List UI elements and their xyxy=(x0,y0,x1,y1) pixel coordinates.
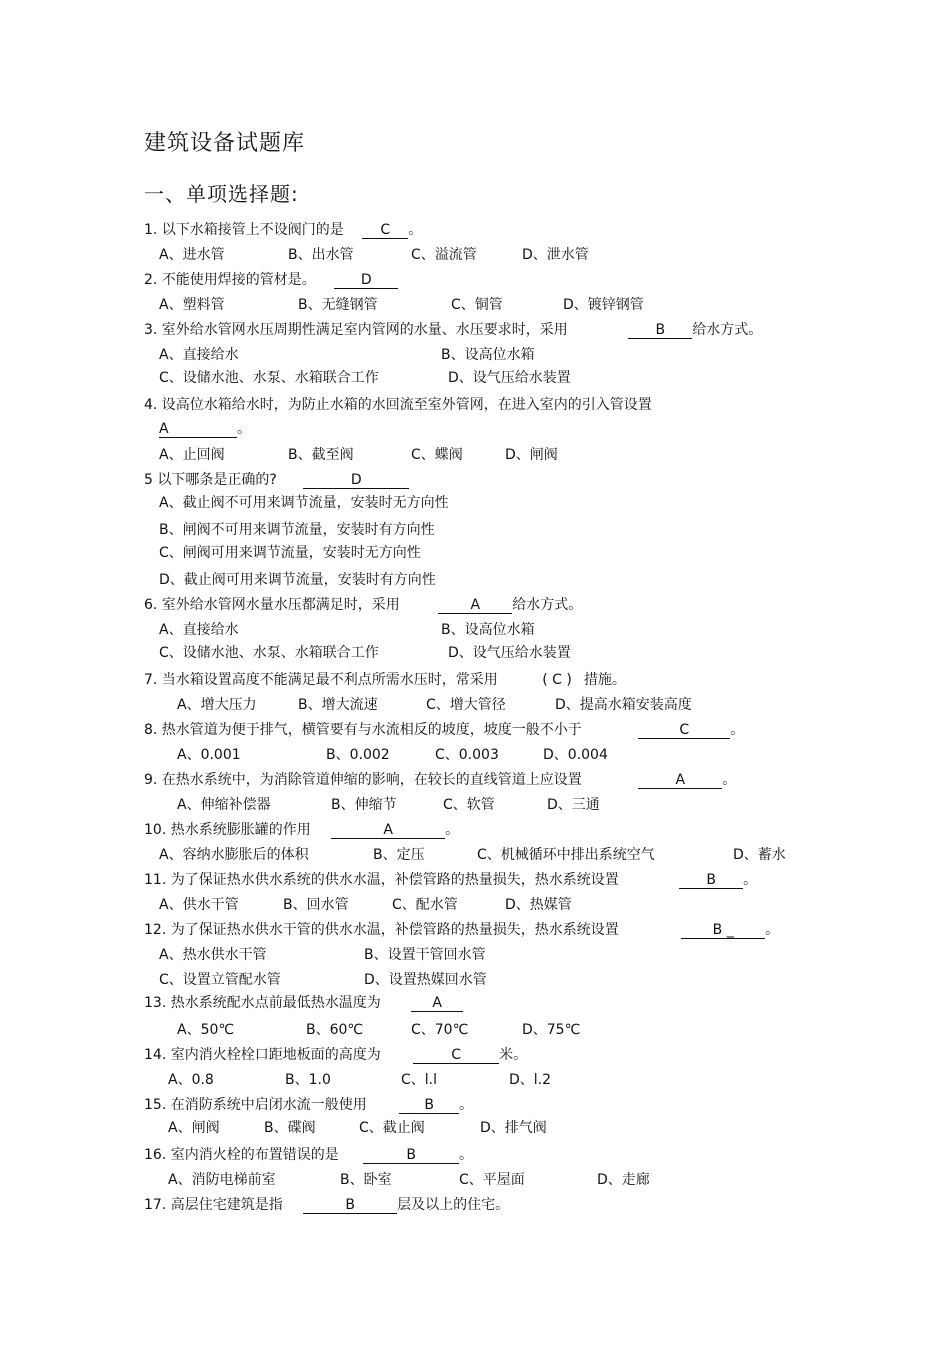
option-b: B、卧室 xyxy=(340,1172,392,1188)
option-b: B、截至阀 xyxy=(288,447,354,463)
option-a: A、0.8 xyxy=(168,1072,214,1088)
option-a: A、直接给水 xyxy=(159,347,239,363)
option-d: D、三通 xyxy=(547,797,600,813)
question-11 xyxy=(144,871,757,889)
option-a: A、供水干管 xyxy=(159,897,239,913)
option-a: A、消防电梯前室 xyxy=(168,1172,276,1188)
option-a: A、直接给水 xyxy=(159,622,239,638)
question-stem: 2. 不能使用焊接的管材是。 xyxy=(144,272,316,288)
option-c: C、铜管 xyxy=(451,297,503,313)
question-stem: 16. 室内消火栓的布置错误的是 xyxy=(144,1147,339,1163)
option-c: C、平屋面 xyxy=(459,1172,525,1188)
option-b: B、60℃ xyxy=(306,1022,364,1038)
question-4 xyxy=(144,396,652,414)
question-stem: 10. 热水系统膨胀罐的作用 xyxy=(144,822,311,838)
question-stem: 14. 室内消火栓栓口距地板面的高度为 xyxy=(144,1047,381,1063)
answer-blank: C xyxy=(638,723,730,739)
answer-blank: B xyxy=(628,323,692,339)
question-17 xyxy=(144,1196,509,1214)
section-heading: 一、单项选择题: xyxy=(144,182,299,206)
question-stem: 3. 室外给水管网水压周期性满足室内管网的水量、水压要求时，采用 xyxy=(144,322,568,338)
option-a: A、伸缩补偿器 xyxy=(177,797,271,813)
option-c: C、设置立管配水管 xyxy=(159,972,281,988)
question-1 xyxy=(144,221,422,239)
question-tail: 。 xyxy=(237,421,251,437)
option-a: A、热水供水干管 xyxy=(159,947,267,963)
question-10 xyxy=(144,821,459,839)
option-d: D、设气压给水装置 xyxy=(448,645,571,661)
question-stem: 11. 为了保证热水供水系统的供水水温，补偿管路的热量损失，热水系统设置 xyxy=(144,872,619,888)
question-tail: 。 xyxy=(743,872,758,888)
question-tail: 。 xyxy=(459,1147,474,1163)
option-b: B、0.002 xyxy=(326,747,390,763)
question-stem: 15. 在消防系统中启闭水流一般使用 xyxy=(144,1097,367,1113)
answer-blank: B xyxy=(303,1198,397,1214)
option-b: B、闸阀不可用来调节流量，安装时有方向性 xyxy=(159,522,435,538)
answer-blank: A xyxy=(638,773,722,789)
option-c: C、l.l xyxy=(401,1072,438,1088)
option-b: B、出水管 xyxy=(288,247,354,263)
answer-blank: C xyxy=(362,223,408,239)
option-c: C、设储水池、水泵、水箱联合工作 xyxy=(159,370,379,386)
question-15 xyxy=(144,1096,473,1114)
question-stem: 1. 以下水箱接管上不设阀门的是 xyxy=(144,222,344,238)
answer-blank: B xyxy=(363,1148,459,1164)
option-b: B、1.0 xyxy=(285,1072,331,1088)
answer-blank: B _ xyxy=(681,923,765,939)
option-c: C、闸阀可用来调节流量，安装时无方向性 xyxy=(159,545,421,561)
question-16 xyxy=(144,1146,473,1164)
question-stem: 9. 在热水系统中，为消除管道伸缩的影响，在较长的直线管道上应设置 xyxy=(144,772,582,788)
answer-blank: D xyxy=(303,473,409,489)
answer-blank: B xyxy=(399,1098,459,1114)
document-title: 建筑设备试题库 xyxy=(144,131,306,156)
answer-blank: A xyxy=(331,823,445,839)
option-d: D、热媒管 xyxy=(505,897,572,913)
question-tail: 米。 xyxy=(499,1047,528,1063)
question-stem: 5 以下哪条是正确的? xyxy=(144,472,277,488)
option-d: D、走廊 xyxy=(597,1172,650,1188)
option-d: D、设气压给水装置 xyxy=(448,370,571,386)
option-a: A、容纳水膨胀后的体积 xyxy=(159,847,309,863)
option-b: B、设置干管回水管 xyxy=(364,947,486,963)
option-b: B、增大流速 xyxy=(298,697,378,713)
question-12 xyxy=(144,921,779,939)
option-a: A、塑料管 xyxy=(159,297,225,313)
question-tail: 。 xyxy=(445,822,460,838)
question-stem: 17. 高层住宅建筑是指 xyxy=(144,1197,283,1213)
option-c: C、增大管径 xyxy=(426,697,506,713)
question-13 xyxy=(144,994,463,1012)
answer-blank: C xyxy=(413,1048,499,1064)
question-stem: 12. 为了保证热水供水干管的供水水温，补偿管路的热量损失，热水系统设置 xyxy=(144,922,619,938)
question-tail: 给水方式。 xyxy=(512,597,583,613)
question-tail: 措施。 xyxy=(583,672,626,688)
option-c: C、机械循环中排出系统空气 xyxy=(477,847,655,863)
question-3 xyxy=(144,321,762,339)
question-tail: 。 xyxy=(765,922,780,938)
option-d: D、截止阀可用来调节流量，安装时有方向性 xyxy=(159,572,436,588)
question-6 xyxy=(144,596,582,614)
question-tail: 。 xyxy=(408,222,423,238)
option-c: C、溢流管 xyxy=(411,247,477,263)
option-c: C、0.003 xyxy=(435,747,499,763)
option-b: B、定压 xyxy=(373,847,425,863)
option-a: A、0.001 xyxy=(177,747,241,763)
option-b: B、设高位水箱 xyxy=(441,622,535,638)
answer-blank: A xyxy=(411,996,463,1012)
option-c: C、软管 xyxy=(443,797,495,813)
question-stem: 7. 当水箱设置高度不能满足最不利点所需水压时，常采用 xyxy=(144,672,498,688)
option-d: D、l.2 xyxy=(509,1072,552,1088)
question-tail: 。 xyxy=(730,722,745,738)
option-a: A、闸阀 xyxy=(168,1120,220,1136)
question-tail: 。 xyxy=(459,1097,474,1113)
question-5 xyxy=(144,471,409,489)
option-b: B、碟阀 xyxy=(264,1120,316,1136)
option-d: D、蓄水 xyxy=(733,847,786,863)
option-d: D、排气阀 xyxy=(480,1120,547,1136)
question-stem: 13. 热水系统配水点前最低热水温度为 xyxy=(144,995,381,1011)
option-c: C、蝶阀 xyxy=(411,447,463,463)
question-stem: 4. 设高位水箱给水时，为防止水箱的水回流至室外管网，在进入室内的引入管设置 xyxy=(144,397,652,413)
option-a: A、增大压力 xyxy=(177,697,257,713)
option-d: D、镀锌钢管 xyxy=(563,297,644,313)
question-stem: 8. 热水管道为便于排气，横管要有与水流相反的坡度，坡度一般不小于 xyxy=(144,722,582,738)
question-7 xyxy=(144,671,626,689)
option-d: D、提高水箱安装高度 xyxy=(555,697,692,713)
option-d: D、泄水管 xyxy=(522,247,589,263)
option-a: A、50℃ xyxy=(177,1022,235,1038)
question-4-answer xyxy=(159,420,251,438)
option-a: A、止回阀 xyxy=(159,447,225,463)
question-tail: 。 xyxy=(722,772,737,788)
answer-blank: B xyxy=(679,873,743,889)
option-d: D、75℃ xyxy=(522,1022,581,1038)
option-b: B、伸缩节 xyxy=(331,797,397,813)
question-stem: 6. 室外给水管网水量水压都满足时，采用 xyxy=(144,597,400,613)
option-b: B、设高位水箱 xyxy=(441,347,535,363)
question-tail: 层及以上的住宅。 xyxy=(397,1197,510,1213)
option-a: A、进水管 xyxy=(159,247,225,263)
option-d: D、闸阀 xyxy=(505,447,558,463)
question-8 xyxy=(144,721,744,739)
option-c: C、配水管 xyxy=(392,897,458,913)
question-tail: 给水方式。 xyxy=(692,322,763,338)
option-c: C、设储水池、水泵、水箱联合工作 xyxy=(159,645,379,661)
answer-blank: A xyxy=(159,422,237,438)
answer-parenthesis: ( C ) xyxy=(542,672,572,688)
question-14 xyxy=(144,1046,527,1064)
option-b: B、无缝钢管 xyxy=(298,297,378,313)
option-c: C、截止阀 xyxy=(359,1120,425,1136)
option-a: A、截止阀不可用来调节流量，安装时无方向性 xyxy=(159,495,449,511)
option-b: B、回水管 xyxy=(283,897,349,913)
answer-blank: D xyxy=(334,273,398,289)
answer-blank: A xyxy=(438,598,512,614)
option-d: D、0.004 xyxy=(543,747,608,763)
option-c: C、70℃ xyxy=(411,1022,469,1038)
option-d: D、设置热媒回水管 xyxy=(364,972,487,988)
question-2 xyxy=(144,271,398,289)
question-9 xyxy=(144,771,736,789)
